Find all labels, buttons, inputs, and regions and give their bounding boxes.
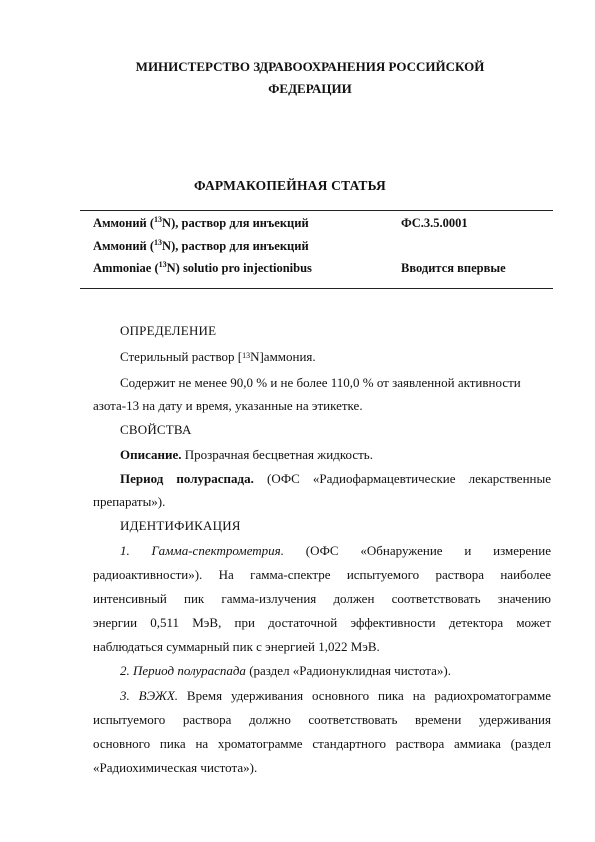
section-heading-identification: ИДЕНТИФИКАЦИЯ	[120, 518, 241, 533]
content-line-2: азота-13 на дату и время, указанные на этикетке.	[93, 398, 363, 413]
id1-line-3: интенсивный пик гамма-излучения должен соответствовать значению	[93, 591, 551, 606]
id1-line-1: 1. Гамма-спектрометрия. (ОФС «Обнаружение и измерение	[120, 543, 551, 558]
description-label: Описание.	[120, 447, 182, 462]
status-note: Вводится впервые	[401, 261, 506, 275]
id3-label: 3. ВЭЖХ.	[120, 688, 179, 703]
id1-line-4: энергии 0,511 МэВ, при достаточной эффективности детектора может	[93, 615, 551, 630]
id3-line-2: испытуемого раствора должно соответствовать времени удерживания	[93, 712, 551, 727]
substance-name-latin: Ammoniae ($^{13}$N) solutio pro injectionibus	[93, 260, 312, 275]
title-block-bottom-rule	[80, 288, 553, 289]
title-row-latin	[93, 261, 553, 281]
halflife-line-1: Период полураспада. (ОФС «Радиофармацевтические лекарственные	[120, 471, 551, 486]
id3-line-4: «Радиохимическая чистота»).	[93, 760, 258, 775]
ministry-line-2: ФЕДЕРАЦИИ	[268, 81, 352, 96]
id3-line-3: основного пика на хроматограмме стандартного раствора аммиака (раздел	[93, 736, 551, 751]
ministry-header	[100, 56, 520, 100]
definition-text: Стерильный раствор [$^{13}$N]аммония.	[120, 349, 316, 364]
halflife-label: Период полураспада.	[120, 471, 254, 486]
substance-name-ru: Аммоний ($^{13}$N), раствор для инъекций	[93, 215, 309, 230]
id3-line-1: 3. ВЭЖХ. Время удерживания основного пика на радиохроматограмме	[120, 688, 551, 703]
id2-paragraph: 2. Период полураспада (раздел «Радионуклидная чистота»).	[120, 663, 451, 678]
id1-line-2: радиоактивности»). На гамма-спектре испытуемого раствора наиболее	[93, 567, 551, 582]
section-heading-definition: ОПРЕДЕЛЕНИЕ	[120, 323, 217, 338]
halflife-line-2: препараты»).	[93, 494, 166, 509]
monograph-code: ФС.3.5.0001	[401, 216, 468, 230]
ministry-line-1: МИНИСТЕРСТВО ЗДРАВООХРАНЕНИЯ РОССИЙСКОЙ	[135, 59, 485, 74]
substance-name-ru-2: Аммоний ($^{13}$N), раствор для инъекций	[93, 238, 309, 253]
title-block-top-rule	[80, 210, 553, 211]
document-type-title: ФАРМАКОПЕЙНАЯ СТАТЬЯ	[194, 178, 386, 193]
title-row-russian	[93, 216, 553, 236]
content-line-1: Содержит не менее 90,0 % и не более 110,0 % от заявленной активности	[120, 375, 521, 390]
id1-label: 1. Гамма-спектрометрия.	[120, 543, 284, 558]
title-row-russian-2	[93, 239, 553, 259]
id2-label: 2. Период полураспада	[120, 663, 246, 678]
id1-line-5: наблюдаться суммарный пик с энергией 1,022 МэВ.	[93, 639, 380, 654]
section-heading-properties: СВОЙСТВА	[120, 422, 192, 437]
description-paragraph: Описание. Прозрачная бесцветная жидкость.	[120, 447, 373, 462]
